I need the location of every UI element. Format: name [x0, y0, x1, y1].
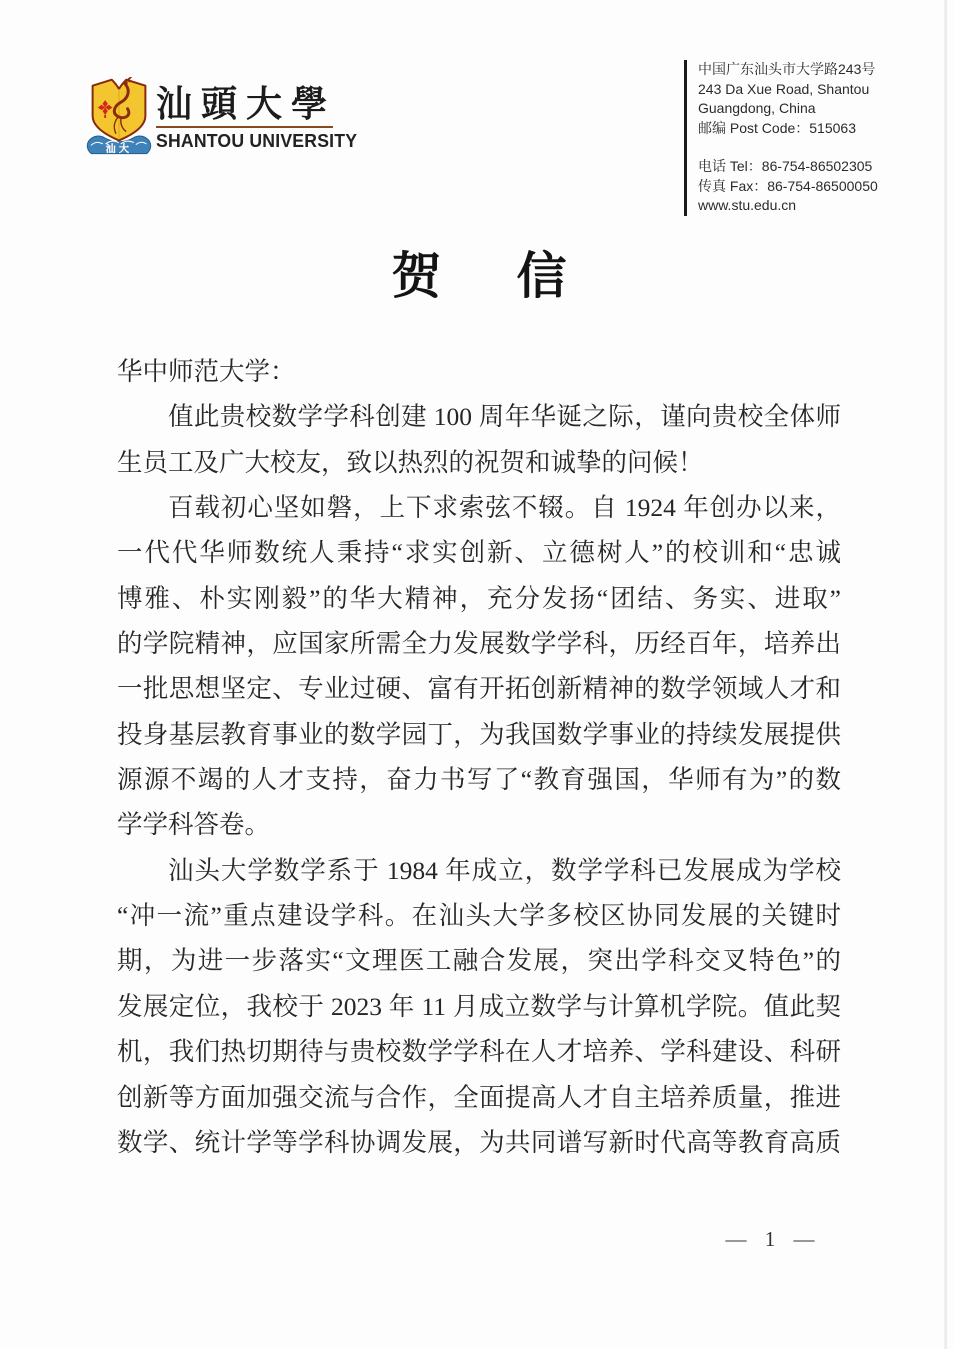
address-block — [684, 60, 928, 216]
address-spacer — [698, 138, 928, 157]
address-fax: 传真 Fax：86-754-86500050 — [698, 177, 878, 194]
salutation: 华中师范大学： — [117, 357, 296, 386]
crest-characters: 汕大 — [105, 143, 133, 155]
body-line: 一批思想坚定、专业过硬、富有开拓创新精神的数学领域人才和 — [117, 674, 841, 704]
body-line: 百载初心坚如磐，上下求索弦不辍。自 1924 年创办以来， — [168, 493, 841, 523]
body-line: 生员工及广大校友，致以热烈的祝贺和诚挚的问候！ — [117, 447, 704, 477]
address-postcode: 邮编 Post Code：515063 — [698, 119, 856, 136]
address-website: www.stu.edu.cn — [698, 197, 797, 213]
body-line: “冲一流”重点建设学科。在汕头大学多校区协同发展的关键时 — [117, 901, 841, 931]
university-brand — [156, 84, 358, 152]
page-number: — 1 — — [725, 1227, 815, 1251]
body-line: 值此贵校数学学科创建 100 周年华诞之际，谨向贵校全体师 — [168, 402, 841, 432]
body-line: 博雅、朴实刚毅”的华大精神，充分发扬“团结、务实、进取” — [117, 583, 841, 613]
body-line: 学学科答卷。 — [117, 810, 271, 840]
letter-body — [117, 349, 841, 1165]
body-line: 的学院精神，应国家所需全力发展数学学科，历经百年，培养出 — [117, 629, 841, 659]
university-name-en: SHANTOU UNIVERSITY — [156, 131, 358, 151]
address-tel: 电话 Tel：86-754-86502305 — [698, 158, 873, 174]
body-line: 机，我们热切期待与贵校数学学科在人才培养、学科建设、科研 — [117, 1037, 841, 1067]
body-line: 一代代华师数统人秉持“求实创新、立德树人”的校训和“忠诚 — [117, 538, 841, 568]
body-line: 数学、统计学等学科协调发展，为共同谱写新时代高等教育高质 — [117, 1127, 841, 1157]
letter-title: 贺信 — [391, 248, 642, 304]
body-line: 期，为进一步落实“文理医工融合发展，突出学科交叉特色”的 — [117, 946, 841, 976]
shantou-university-crest-icon — [86, 76, 152, 160]
body-line: 投身基层教育事业的数学园丁，为我国数学事业的持续发展提供 — [117, 719, 841, 749]
address-line-street: 243 Da Xue Road, Shantou — [698, 80, 870, 97]
body-line: 源源不竭的人才支持，奋力书写了“教育强国，华师有为”的数 — [117, 765, 841, 795]
body-line: 创新等方面加强交流与合作，全面提高人才自主培养质量，推进 — [117, 1082, 841, 1112]
brand-divider — [156, 126, 333, 128]
address-line-region: Guangdong, China — [698, 100, 816, 116]
scan-edge-artifact — [944, 0, 947, 1349]
body-line: 发展定位，我校于 2023 年 11 月成立数学与计算机学院。值此契 — [117, 991, 841, 1021]
body-line: 汕头大学数学系于 1984 年成立，数学学科已发展成为学校 — [168, 855, 841, 885]
address-line-cn: 中国广东汕头市大学路243号 — [698, 61, 876, 77]
university-name-cn: 汕頭大學 — [156, 84, 337, 124]
